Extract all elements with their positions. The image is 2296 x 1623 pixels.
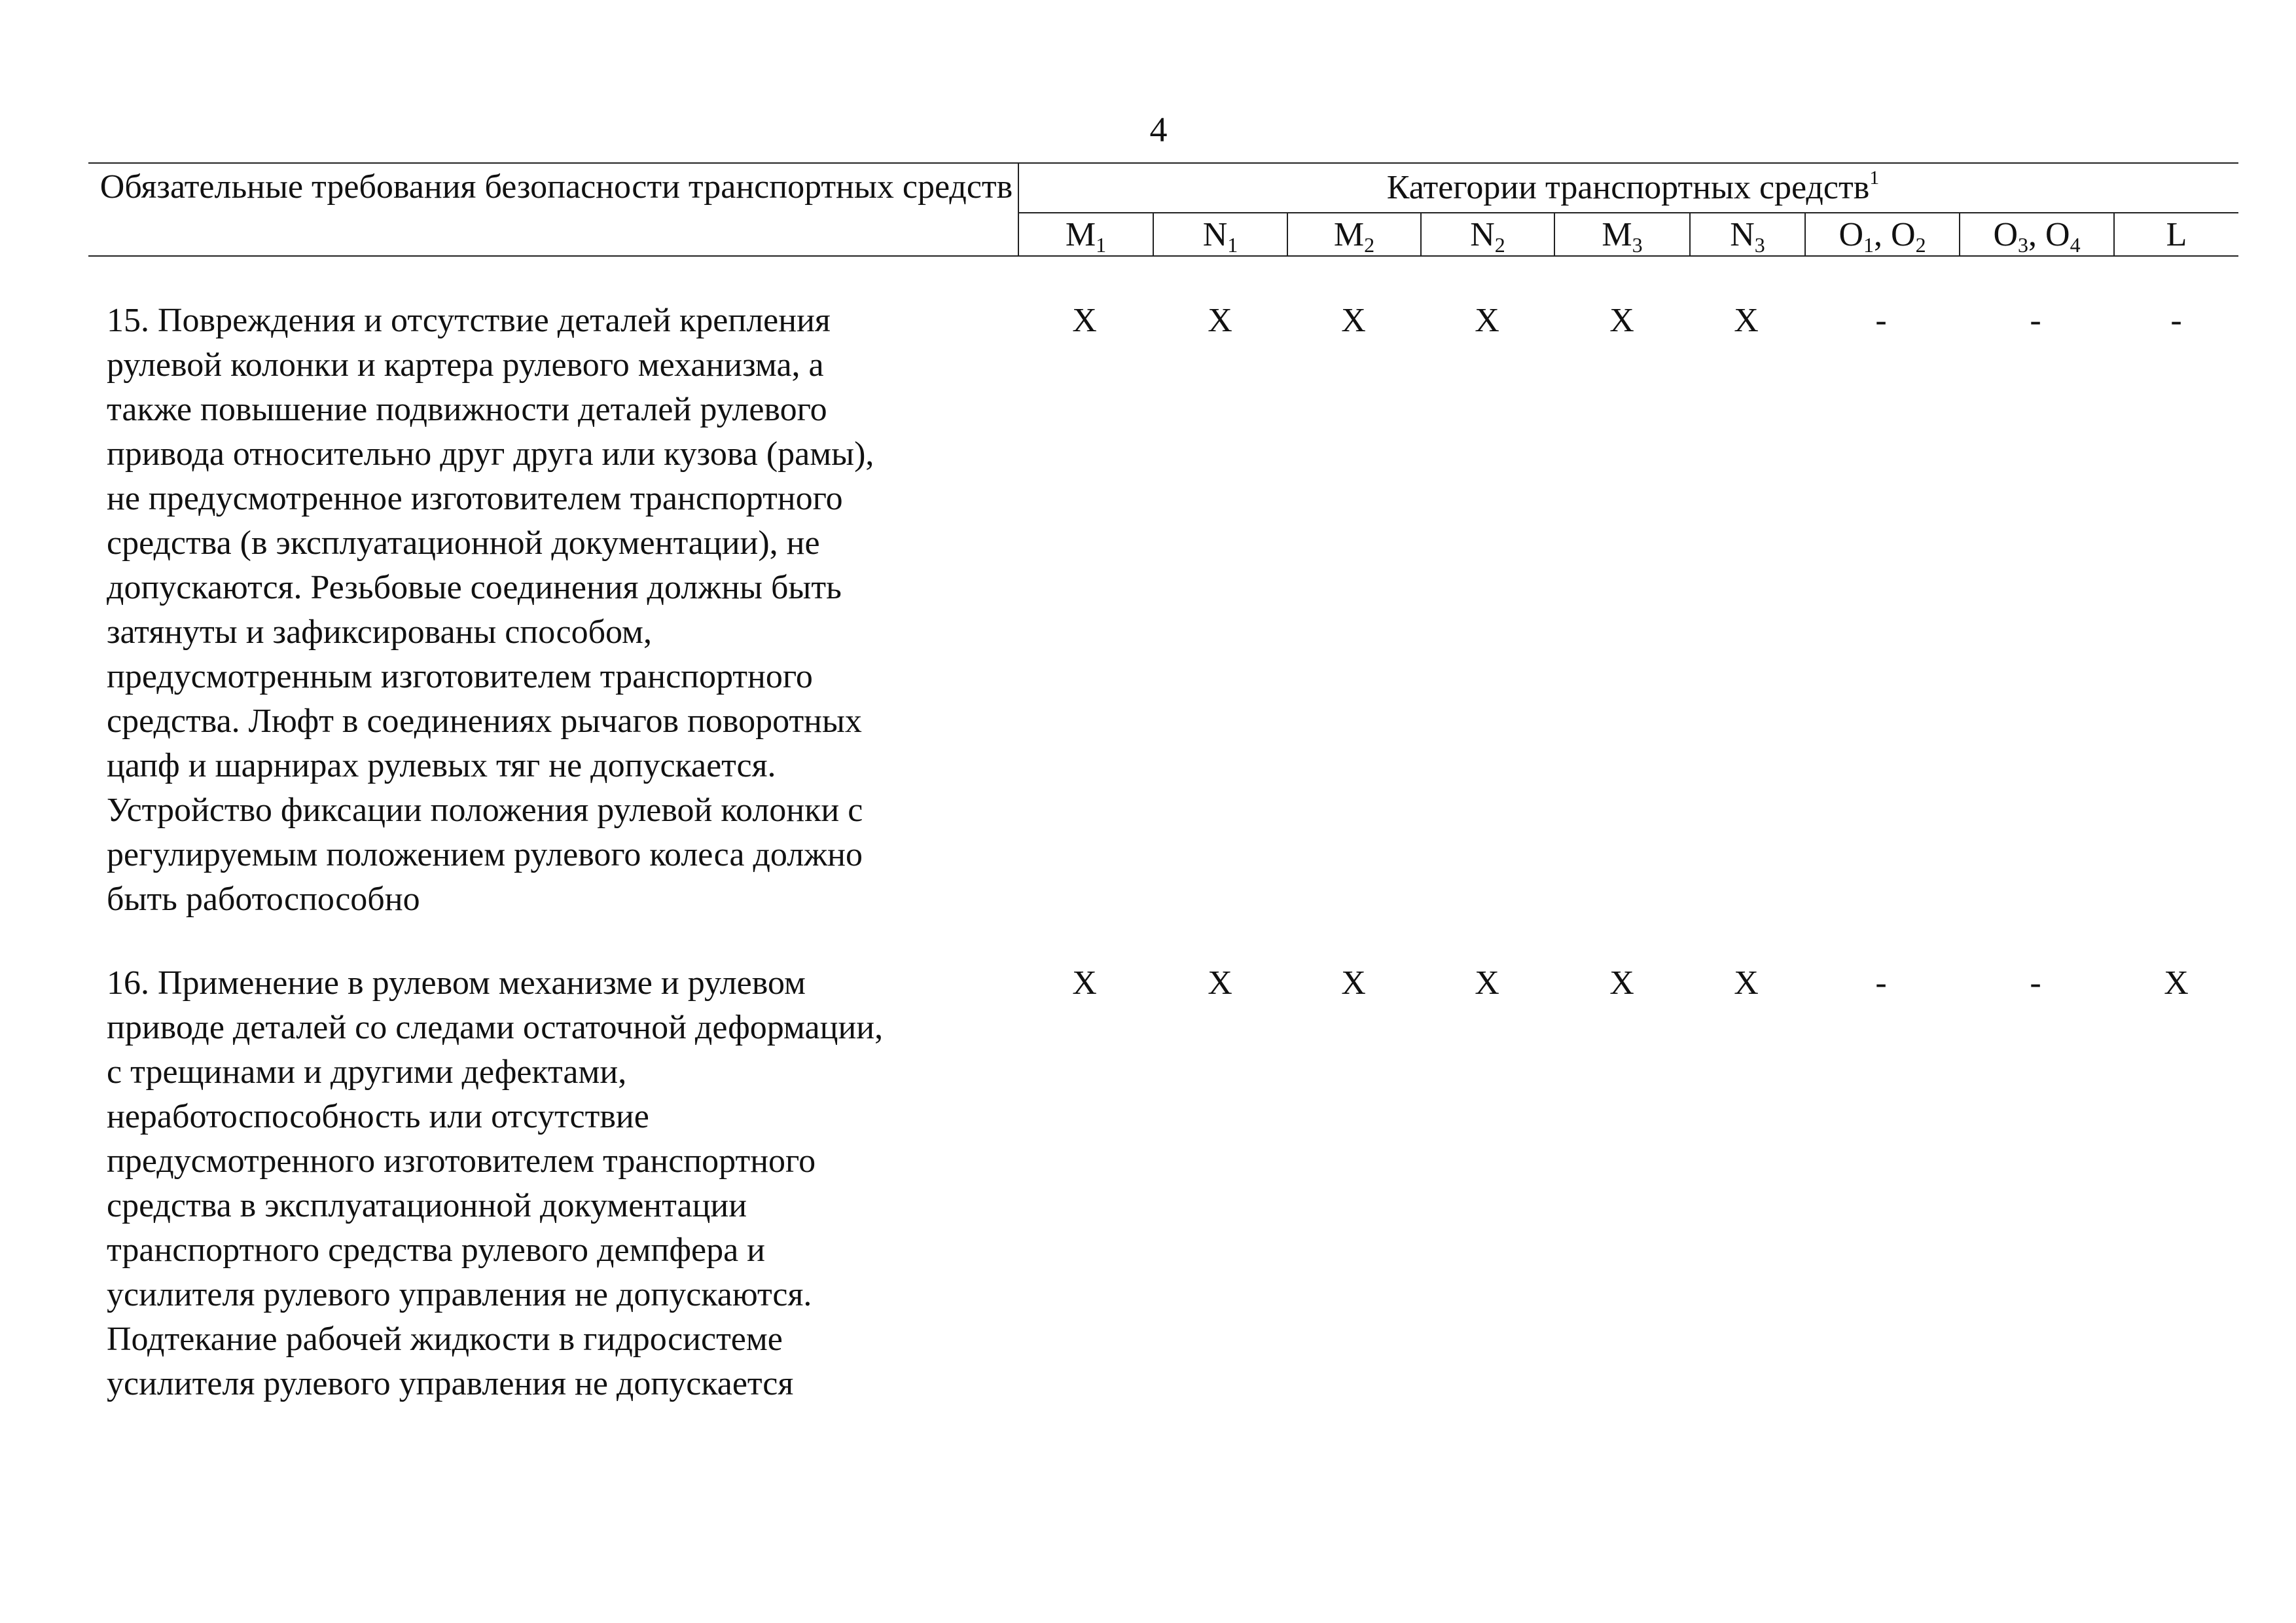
- column-header-m1: $M_1$: [1065, 216, 1107, 257]
- row-15-n2-mark: X: [1475, 302, 1499, 339]
- row-15-l-mark: -: [2170, 302, 2182, 339]
- row-16-o3-o4-mark: -: [2030, 964, 2041, 1002]
- row-15-m1-mark: X: [1072, 302, 1097, 339]
- row-15-m3-mark: X: [1609, 302, 1634, 339]
- row-16-m1-mark: X: [1072, 964, 1097, 1002]
- row-16-m3-mark: X: [1609, 964, 1634, 1002]
- column-header-l: L: [2166, 216, 2187, 253]
- column-header-n2: $N_2$: [1470, 216, 1505, 257]
- column-header-n3: $N_3$: [1730, 216, 1765, 257]
- categories-header-label: Категории транспортных средств: [1386, 169, 1870, 206]
- row-15-o3-o4-mark: -: [2030, 302, 2041, 339]
- column-header-o1-o2: $O_1$, $O_2$: [1839, 216, 1926, 257]
- requirement-15-text: 15. Повреждения и отсутствие деталей крепления рулевой колонки и картера рулевого механизма, а также повышение подвижности деталей рулевого привода относительно друг друга или кузова (рамы), не предусмотренное изготовителем транспортного средства (в эксплуатационной документации), не допускаются. Резьбовые соединения должны быть затянуты и зафиксированы способом, предусмотренным изготовителем транспортного средства. Люфт в соединениях рычагов поворотных цапф и шарнирах рулевых тяг не допускается. Устройство фиксации положения рулевой колонки с регулируемым положением рулевого колеса должно быть работоспособно: [107, 302, 874, 918]
- row-15-n1-mark: X: [1208, 302, 1232, 339]
- column-header-m3: $M_3$: [1602, 216, 1643, 257]
- column-header-o3-o4: $O_3$, $O_4$: [1993, 216, 2081, 257]
- row-16-m2-mark: X: [1341, 964, 1366, 1002]
- row-16-o1-o2-mark: -: [1875, 964, 1887, 1002]
- requirements-header: Обязательные требования безопасности транспортных средств: [99, 168, 1013, 206]
- row-16-n1-mark: X: [1208, 964, 1232, 1002]
- table-top-rule: [88, 162, 2238, 164]
- row-16-n2-mark: X: [1475, 964, 1499, 1002]
- row-15-m2-mark: X: [1341, 302, 1366, 339]
- row-15-o1-o2-mark: -: [1875, 302, 1887, 339]
- row-15-n3-mark: X: [1734, 302, 1759, 339]
- page-number: 4: [1149, 110, 1168, 149]
- footnote-marker: 1: [1869, 167, 1880, 189]
- column-header-n1: $N_1$: [1202, 216, 1238, 257]
- row-16-l-mark: X: [2164, 964, 2189, 1002]
- column-header-m2: $M_2$: [1333, 216, 1375, 257]
- row-16-n3-mark: X: [1734, 964, 1759, 1002]
- categories-header: [1028, 168, 2238, 208]
- requirement-16-text: 16. Применение в рулевом механизме и рулевом приводе деталей со следами остаточной деформации, с трещинами и другими дефектами, неработоспособность или отсутствие предусмотренного изготовителем транспортного средства в эксплуатационной документации транспортного средства рулевого демпфера и усилителя рулевого управления не допускаются. Подтекание рабочей жидкости в гидросистеме усилителя рулевого управления не допускается: [107, 964, 884, 1402]
- category-divider-rule: [1018, 212, 2238, 213]
